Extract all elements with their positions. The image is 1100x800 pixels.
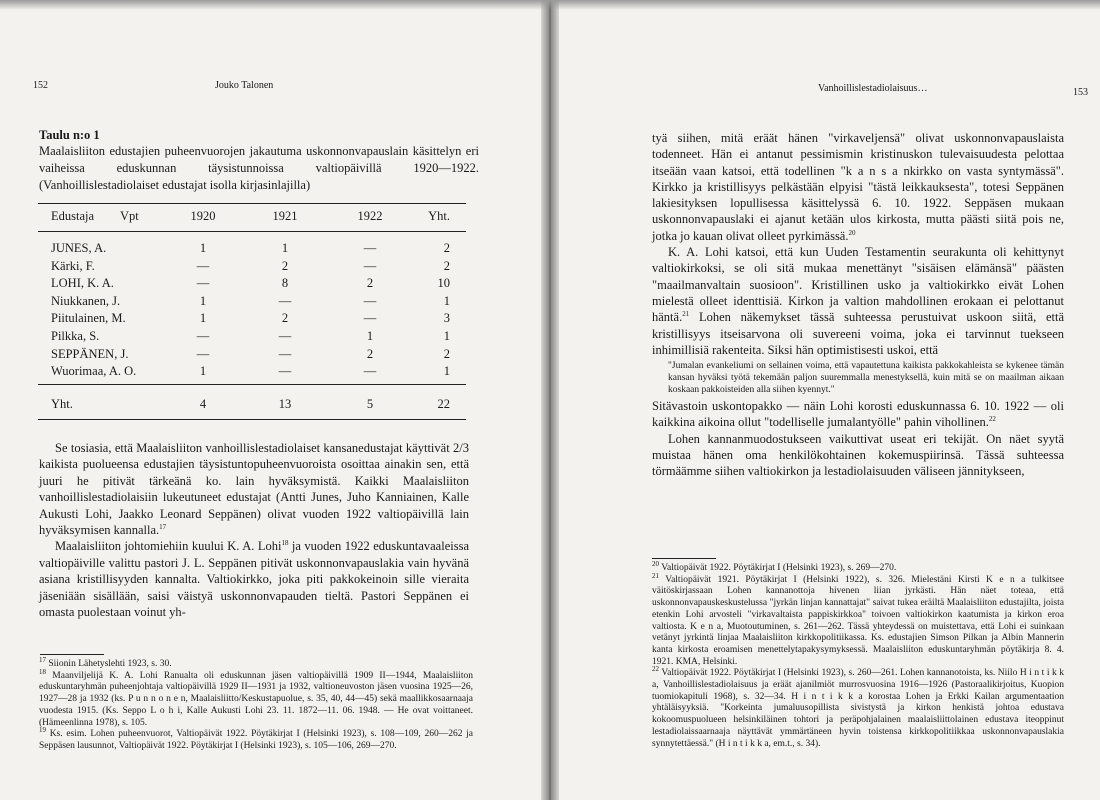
running-title-left: Jouko Talonen (215, 80, 274, 91)
cell-yht: 10 (437, 276, 450, 291)
totals-1921: 13 (278, 397, 292, 411)
running-title-right: Vanhoillislestadiolaisuus… (818, 83, 928, 94)
cell-1920: — (196, 276, 210, 291)
footnote-ref-22: 22 (988, 415, 996, 424)
footnote (652, 665, 1064, 750)
right-paragraph-3: Sitävastoin uskontopakko — näin Lohi korosti eduskunnassa 6. 10. 1922 — oli kaikkina aikoina ollut "todelliselle jumalantyölle" pahin vihollinen.$^{22}$ (652, 399, 1064, 430)
cell-1922: 2 (366, 276, 374, 291)
top-shadow (0, 0, 1100, 10)
footnote-number: 18 (39, 667, 46, 676)
cell-1920: 1 (199, 241, 207, 255)
footnote-rule-left (40, 654, 104, 655)
totals-1922: 5 (366, 397, 374, 411)
cell-1922: — (363, 241, 377, 255)
page-number-left: 152 (33, 80, 48, 91)
cell-name: SEPPÄNEN, J. (51, 346, 129, 361)
cell-1922: — (363, 258, 377, 273)
footnote (652, 571, 1064, 669)
right-paragraph-2: K. A. Lohi katsoi, että kun Uuden Testamentin seurakunta oli kehittynyt valtiokirkoksi, se oli sitä mukaa menettänyt "sisäisen elämänsä" päästen "maailmanvaltain suosioon". Kristillinen usko ja valtiokirkko eivät Lohen mielestä olleet identtisiä. Kirkon ja valtion mahdollinen erokaan ei pelottanut häntä.$^{21}$ Lohen näkemykset tässä suhteessa perustuivat uskoon siitä, että kristillisyys itseisarvona oli suvereeni voima, joka ei tarvinnut tuekseen inhimillisiä rakenteita. Siksi hän optimistisesti uskoi, että (652, 245, 1064, 357)
cell-1920: 1 (199, 311, 207, 326)
cell-name: Pilkka, S. (51, 329, 100, 343)
cell-1921: 2 (281, 258, 289, 273)
footnote-number: 22 (652, 665, 659, 674)
cell-yht: 1 (443, 329, 450, 343)
header-edustaja: Edustaja (51, 209, 95, 223)
header-1920: 1920 (190, 209, 216, 223)
cell-name: Kärki, F. (51, 258, 95, 273)
cell-name: Wuorimaa, A. O. (51, 364, 137, 379)
header-yht: Yht. (428, 209, 450, 223)
footnote (39, 655, 473, 671)
cell-yht: 2 (443, 346, 450, 361)
cell-name: Piitulainen, M. (51, 311, 126, 326)
cell-1920: — (196, 258, 210, 273)
table-rule-end (38, 419, 466, 420)
table-rule-header (38, 231, 466, 232)
cell-1921: 8 (281, 276, 289, 291)
footnote-number: 21 (652, 571, 659, 580)
cell-1922: 2 (366, 346, 374, 361)
footnotes-right (652, 559, 1064, 750)
right-body-text (652, 130, 1064, 480)
cell-1921: 1 (281, 241, 289, 255)
footnote-ref-17: 17 (159, 522, 167, 531)
footnote-ref-21: 21 (682, 310, 690, 319)
header-1921: 1921 (272, 209, 298, 223)
footnote-text: Maanviljelijä K. A. Lohi Ranualta oli eduskunnan jäsen valtiopäivillä 1909 II—1944, Maalaisliiton eduskuntaryhmän puheenjohtaja valtiopäivillä 1929 II—1931 ja 1932, valtioneuvoston jäsen vuosina 1925—26, 1927—28 ja 1932 (ks. P u n n o n e n, Maalaisliitto/Keskustapuolue, s. 35, 40, 44—45) sekä maallikkosaarnaaja vuodesta 1915. (Ks. Seppo L o h i, Kalle Aukusti Lohi 23. 11. 1872—11. 06. 1948. — He ovat voittaneet. (Hämeenlinna 1978), s. 105. (39, 670, 473, 728)
cell-name: LOHI, K. A. (51, 276, 114, 291)
table-rule-top (38, 203, 466, 204)
footnote-number: 17 (39, 655, 46, 664)
cell-1921: — (278, 364, 292, 379)
cell-yht: 2 (443, 241, 450, 255)
cell-1921: — (278, 329, 292, 343)
cell-1922: — (363, 364, 377, 379)
footnote (39, 667, 473, 730)
header-1922: 1922 (357, 209, 383, 223)
cell-1921: 2 (281, 311, 289, 326)
left-body-text (39, 440, 469, 620)
footnote-ref-20: 20 (848, 228, 856, 237)
cell-1920: 1 (199, 364, 207, 379)
table-rule-bottom (38, 384, 466, 385)
table-caption: Maalaisliiton edustajien puheenvuorojen jakautuma uskonnonvapauslain käsittelyn eri vaiheissa eduskunnan täysistunnoissa valtiopäivillä 1920—1922. (Vanhoillislestadiolaiset edustajat isolla kirjasinlajilla) (39, 144, 479, 192)
right-paragraph-4: Lohen kannanmuodostukseen vaikuttivat useat eri tekijät. On näet syytä muistaa hänen oma henkilökohtainen kokemuspiirinsä. Tässä suhteessa törmäämme siihen valtiokirkon ja lestadiolaisuuden väliseen jännitykseen, (652, 431, 1064, 479)
left-page (0, 0, 547, 800)
cell-1922: — (363, 311, 377, 326)
cell-1920: — (196, 329, 210, 343)
footnote-text: Valtiopäivät 1922. Pöytäkirjat I (Helsinki 1923), s. 260—261. Lohen kannanotoista, ks. Niilo H i n t i k k a, Vanhoillislestadiolaisuus ja eräät ajanilmiöt murrosvuosina 1916—1926 (Pastoraalikirjoitus, Kuopion tuomiokapituli 1968), s. 32—34. H i n t i k k a korostaa Lohen ja Erkki Kailan argumentaation yhtäläisyyksiä. "Korkeinta jumaluusopillista sivistystä ja kirkon henkistä johtoa edustava kokoomuspuolueen helsinkiläinen tohtori ja peräpohjalainen maalaisliittolainen edustava iteoppinut lestadiolaissaarnaaja näyttävät ymmärtäneen hyvin toistensa kirkkopolitiikkaa uskonnonvapauslakia synnytettäessä." (H i n t i k k a, em.t., s. 34). (652, 668, 1064, 749)
footnote-text: Valtiopäivät 1922. Pöytäkirjat I (Helsinki 1923), s. 269—270. (659, 563, 897, 573)
cell-1920: — (196, 346, 210, 361)
block-quote: "Jumalan evankeliumi on sellainen voima, että vapautettuna kaikista pakkokahleista se kykenee tämän kansan hyväksi työtä tekemään paljon suuremmalla menestyksellä, kuin mitä se on maailman aikaan koskaan pakkoisteiden alla siihen kyennyt." (668, 361, 1064, 396)
left-paragraph-1: Se tosiasia, että Maalaisliiton vanhoillislestadiolaiset kansanedustajat käyttivät 2/3 kaikista puolueensa edustajien täysistuntopuheenvuoroista osoittaa ainakin sen, että juuri he pitivät tärkeänä ko. lain hyväksymistä. Kaikki Maalaisliiton vanhoillislestadiolaisiin lukeutuneet edustajat (Antti Junes, Juho Kanniainen, Kalle Aukusti Lohi, Jaakko Leonard Seppänen) olivat vuoden 1922 valtiopäivillä lain hyväksymisen kannalla.$^{17}$ (39, 441, 469, 538)
footnote-text: Siionin Lähetyslehti 1923, s. 30. (46, 659, 172, 669)
footnote-number: 19 (39, 726, 46, 735)
cell-yht: 3 (443, 311, 450, 326)
cell-yht: 1 (443, 364, 450, 379)
totals-1920: 4 (199, 397, 207, 411)
cell-yht: 1 (443, 293, 450, 308)
header-vpt: Vpt (120, 209, 139, 223)
cell-name: Niukkanen, J. (51, 293, 121, 308)
page-number-right: 153 (1073, 87, 1088, 98)
footnote-ref-18: 18 (281, 539, 289, 548)
cell-name: JUNES, A. (51, 241, 107, 255)
cell-1921: — (278, 293, 292, 308)
footnotes-left (39, 655, 473, 753)
right-paragraph-1: tyä siihen, mitä eräät hänen "virkaveljensä" olivat uskonnonvapauslaista todenneet. Hän ei antanut pessimismin kristinuskon tulevaisuudesta pelottaa itseään vaan katsoi, että todellinen "k a n s a nkirkko on vasta syntymässä". Kirkko ja kristillisyys pelkästään elpyisi "tästä leikkauksesta", totesi Seppänen lakiesityksen lopullisessa käsittelyssä 6. 10. 1922. Seppäsen mukaan uskonnonvapauslaki ei ajanut ketään ulos kirkosta, mutta päästi siitä pois ne, jotka jo kauan olivat olleet pyrkimässä.$^{20}$ (652, 131, 1064, 243)
totals-yht: 22 (437, 397, 450, 411)
footnote (652, 559, 1064, 575)
cell-1922: 1 (366, 329, 374, 343)
cell-1922: — (363, 293, 377, 308)
footnote (39, 726, 473, 752)
table-title: Taulu n:o 1 (39, 128, 100, 142)
footnote-number: 20 (652, 559, 659, 568)
cell-1921: — (278, 346, 292, 361)
book-gutter (541, 0, 559, 800)
left-paragraph-2: Maalaisliiton johtomiehiin kuului K. A. Lohi$^{18}$ ja vuoden 1922 eduskuntavaaleissa valtiopäiville valittu pastori J. L. Seppänen pitivät uskonnonvapauslakia vain hyvänä asiana kristillisyyden kannalta. Valtiokirkko, joka piti pakkokeinoin sille vieraita jäseniään sisällään, saisi väistyä uskonnonvapauden tieltä. Pastori Seppänen ei omasta puolestaan voinut yh- (39, 539, 469, 620)
cell-1920: 1 (199, 293, 207, 308)
footnote-text: Ks. esim. Lohen puheenvuorot, Valtiopäivät 1922. Pöytäkirjat I (Helsinki 1923), s. 108—109, 260—262 ja Seppäsen lausunnot, Valtiopäivät 1922. Pöytäkirjat I (Helsinki 1923), s. 105—106, 269—270. (39, 729, 473, 751)
totals-label: Yht. (51, 397, 73, 411)
cell-yht: 2 (443, 258, 450, 273)
footnote-rule-right (652, 558, 716, 559)
footnote-text: Valtiopäivät 1921. Pöytäkirjat I (Helsinki 1922), s. 326. Mielestäni Kirsti K e n a tulkitsee väitöskirjassaan Lohen kannanottoja hivenen liian jyrkästi. Hän näet toteaa, että uskonnonvapauskeskustelussa "jyrkän linjan kannattajat" saivat tukea eräiltä Maalaisliiton edustajilta, joista etenkin Lohi arvosteli "virkavaltaista pappiskirkkoa" toivoen valtiokirkon kaatumista ja kirkon eroa valtiosta. K e n a, Muotoutuminen, s. 261—262. Tässä yhteydessä on muistettava, että Lohi ei suinkaan vetänyt jyrkintä linjaa Maalaisliiton kirkkopolitiikassa. Ks. edustajien Simson Pilkan ja Albin Mannerin kanta kirkosta eroamisen menettelytapakysymyksessä. Maalaisliiton eduskuntaryhmän pöytäkirja 8. 4. 1921. KMA, Helsinki. (652, 574, 1064, 667)
